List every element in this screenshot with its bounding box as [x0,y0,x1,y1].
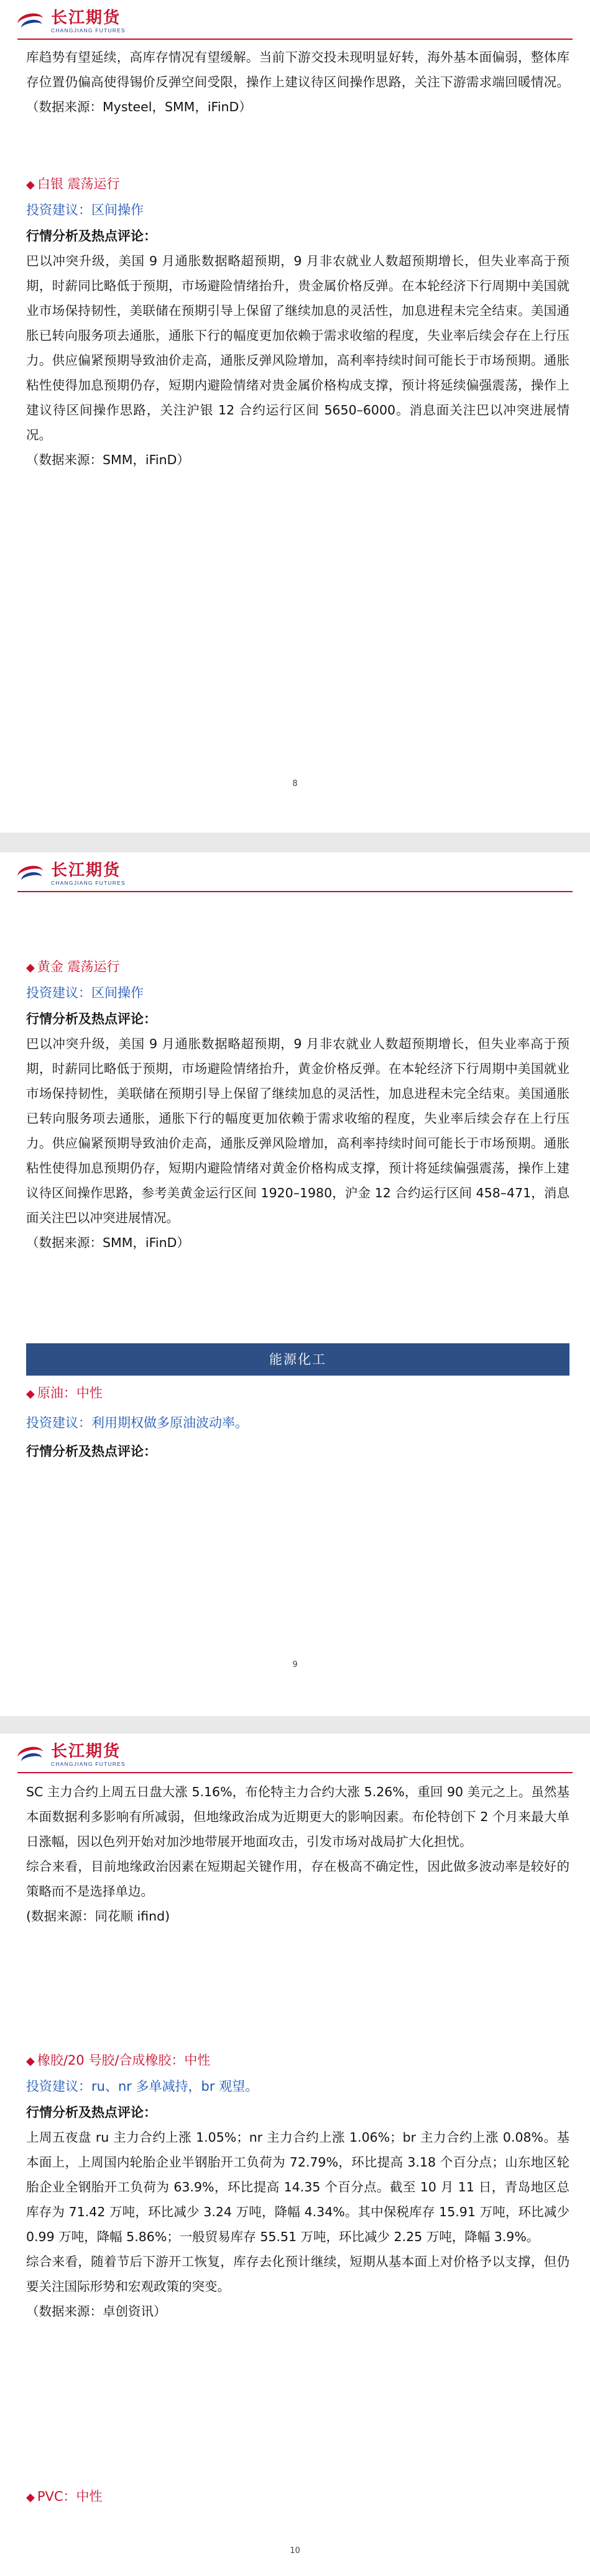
diamond-icon: ◆ [26,178,35,191]
page-8 [0,0,590,833]
rubber-analysis-para-1: 上周五夜盘 ru 主力合约上涨 1.05%；nr 主力合约上涨 1.06%；br 主力合约上涨 0.08%。基本面上，上周国内轮胎企业半钢胎开工负荷为 72.79%，环比提高 3.18 个百分点；山东地区轮胎企业全钢胎开工负荷为 63.9%，环比提高 14.35 个百分点。截至 10 月 11 日，青岛地区总库存为 71.42 万吨，环比减少 3.24 万吨，降幅 4.34%。其中保税库存 15.91 万吨，环比减少 0.99 万吨，降幅 5.86%；一般贸易库存 55.51 万吨，环比减少 2.25 万吨，降幅 3.9%。 [26,2130,569,2244]
gold-analysis-body: 巴以冲突升级，美国 9 月通胀数据略超预期，9 月非农就业人数超预期增长，但失业率高于预期，时薪同比略低于预期，市场避险情绪抬升，黄金价格反弹。在本轮经济下行周期中美国就业市场保持韧性，美联储在预期引导上保留了继续加息的灵活性，加息进程未完全结束。美国通胀已转向服务项去通胀，通胀下行的幅度更加依赖于需求收缩的程度，失业率后续会存在上行压力。供应偏紧预期导致油价走高，通胀反弹风险增加，高利率持续时间可能长于市场预期。通胀粘性使得加息预期仍存，短期内避险情绪对黄金价格构成支撑，预计将延续偏强震荡，操作上建议待区间操作思路，参考美黄金运行区间 1920–1980，沪金 12 合约运行区间 458–471，消息面关注巴以冲突进展情况。 [26,1036,569,1225]
pvc-title-text: PVC：中性 [37,2489,103,2504]
rubber-title-text: 橡胶/20 号胶/合成橡胶：中性 [37,2053,211,2068]
header-rule [17,891,573,892]
logo-name-cn: 长江期货 [51,9,121,28]
logo-name-en: CHANGJIANG FUTURES [51,880,126,887]
logo-mark-icon [17,862,45,886]
header-rule [17,1772,573,1773]
tin-continuation-text: 库趋势有望延续，高库存情况有望缓解。当前下游交投未现明显好转，海外基本面偏弱，整体库存位置仍偏高使得锡价反弹空间受限，操作上建议待区间操作思路，关注下游需求端回暖情况。（数据来源：Mysteel，SMM，iFinD） [26,50,569,114]
diamond-icon: ◆ [26,2491,35,2504]
rubber-advice: 投资建议：ru、nr 多单减持，br 观望。 [26,2079,259,2094]
crude-title-text: 原油：中性 [37,1386,103,1400]
header-logo [17,10,126,34]
gold-source: （数据来源：SMM，iFinD） [26,1235,190,1250]
gold-section-title [26,957,569,978]
logo-name-cn: 长江期货 [51,861,121,880]
silver-analysis-heading: 行情分析及热点评论： [26,229,157,244]
silver-advice: 投资建议：区间操作 [26,203,144,217]
header-rule [17,39,573,40]
page-number: 8 [292,779,298,788]
rubber-analysis-heading: 行情分析及热点评论： [26,2105,157,2120]
silver-analysis-body: 巴以冲突升级，美国 9 月通胀数据略超预期，9 月非农就业人数超预期增长，但失业率高于预期，时薪同比略低于预期，市场避险情绪抬升，贵金属价格反弹。在本轮经济下行周期中美国就业市场保持韧性，美联储在预期引导上保留了继续加息的灵活性，加息进程未完全结束。美国通胀已转向服务项去通胀，通胀下行的幅度更加依赖于需求收缩的程度，失业率后续会存在上行压力。供应偏紧预期导致油价走高，通胀反弹风险增加，高利率持续时间可能长于市场预期。通胀粘性使得加息预期仍存，短期内避险情绪对贵金属价格构成支撑，预计将延续偏强震荡，操作上建议待区间操作思路，关注沪银 12 合约运行区间 5650–6000。消息面关注巴以冲突进展情况。 [26,253,569,442]
silver-title-text: 白银 震荡运行 [37,176,120,191]
rubber-analysis-para-2: 综合来看，随着节后下游开工恢复，库存去化预计继续，短期从基本面上对价格予以支撑，但仍要关注国际形势和宏观政策的突变。 [26,2254,569,2294]
rubber-section-title [26,2050,569,2071]
logo-name-en: CHANGJIANG FUTURES [51,27,126,34]
crude-section-title [26,1383,569,1404]
gold-analysis-heading: 行情分析及热点评论： [26,1012,157,1026]
energy-chemical-band: 能源化工 [26,1343,569,1376]
gold-title-text: 黄金 震荡运行 [37,959,120,974]
silver-section-title [26,174,569,195]
logo-name-cn: 长江期货 [51,1742,121,1761]
logo-mark-icon [17,1743,45,1767]
logo-name-en: CHANGJIANG FUTURES [51,1761,126,1768]
page-9 [0,852,590,1716]
crude-analysis-para-1: SC 主力合约上周五日盘大涨 5.16%，布伦特主力合约大涨 5.26%，重回 90 美元之上。虽然基本面数据利多影响有所减弱，但地缘政治成为近期更大的影响因素。布伦特创下 2 个月来最大单日涨幅，因以色列开始对加沙地带展开地面攻击，引发市场对战局扩大化担忧。 [26,1784,569,1849]
crude-analysis-heading: 行情分析及热点评论： [26,1444,157,1459]
logo-mark-icon [17,10,45,34]
pvc-section-title [26,2487,569,2508]
gold-advice: 投资建议：区间操作 [26,985,144,1000]
page-10 [0,1733,590,2576]
diamond-icon: ◆ [26,1387,35,1400]
page-number: 9 [292,1660,298,1669]
crude-advice: 投资建议：利用期权做多原油波动率。 [26,1415,248,1430]
crude-source: (数据来源：同花顺 ifind) [26,1909,170,1924]
diamond-icon: ◆ [26,2055,35,2068]
page-number: 10 [290,2546,300,2555]
silver-source: （数据来源：SMM，iFinD） [26,452,190,467]
crude-analysis-para-2: 综合来看，目前地缘政治因素在短期起关键作用，存在极高不确定性，因此做多波动率是较好的策略而不是选择单边。 [26,1859,569,1899]
header-logo [17,862,126,886]
header-logo [17,1743,126,1767]
diamond-icon: ◆ [26,961,35,974]
rubber-source: （数据来源：卓创资讯） [26,2304,167,2319]
